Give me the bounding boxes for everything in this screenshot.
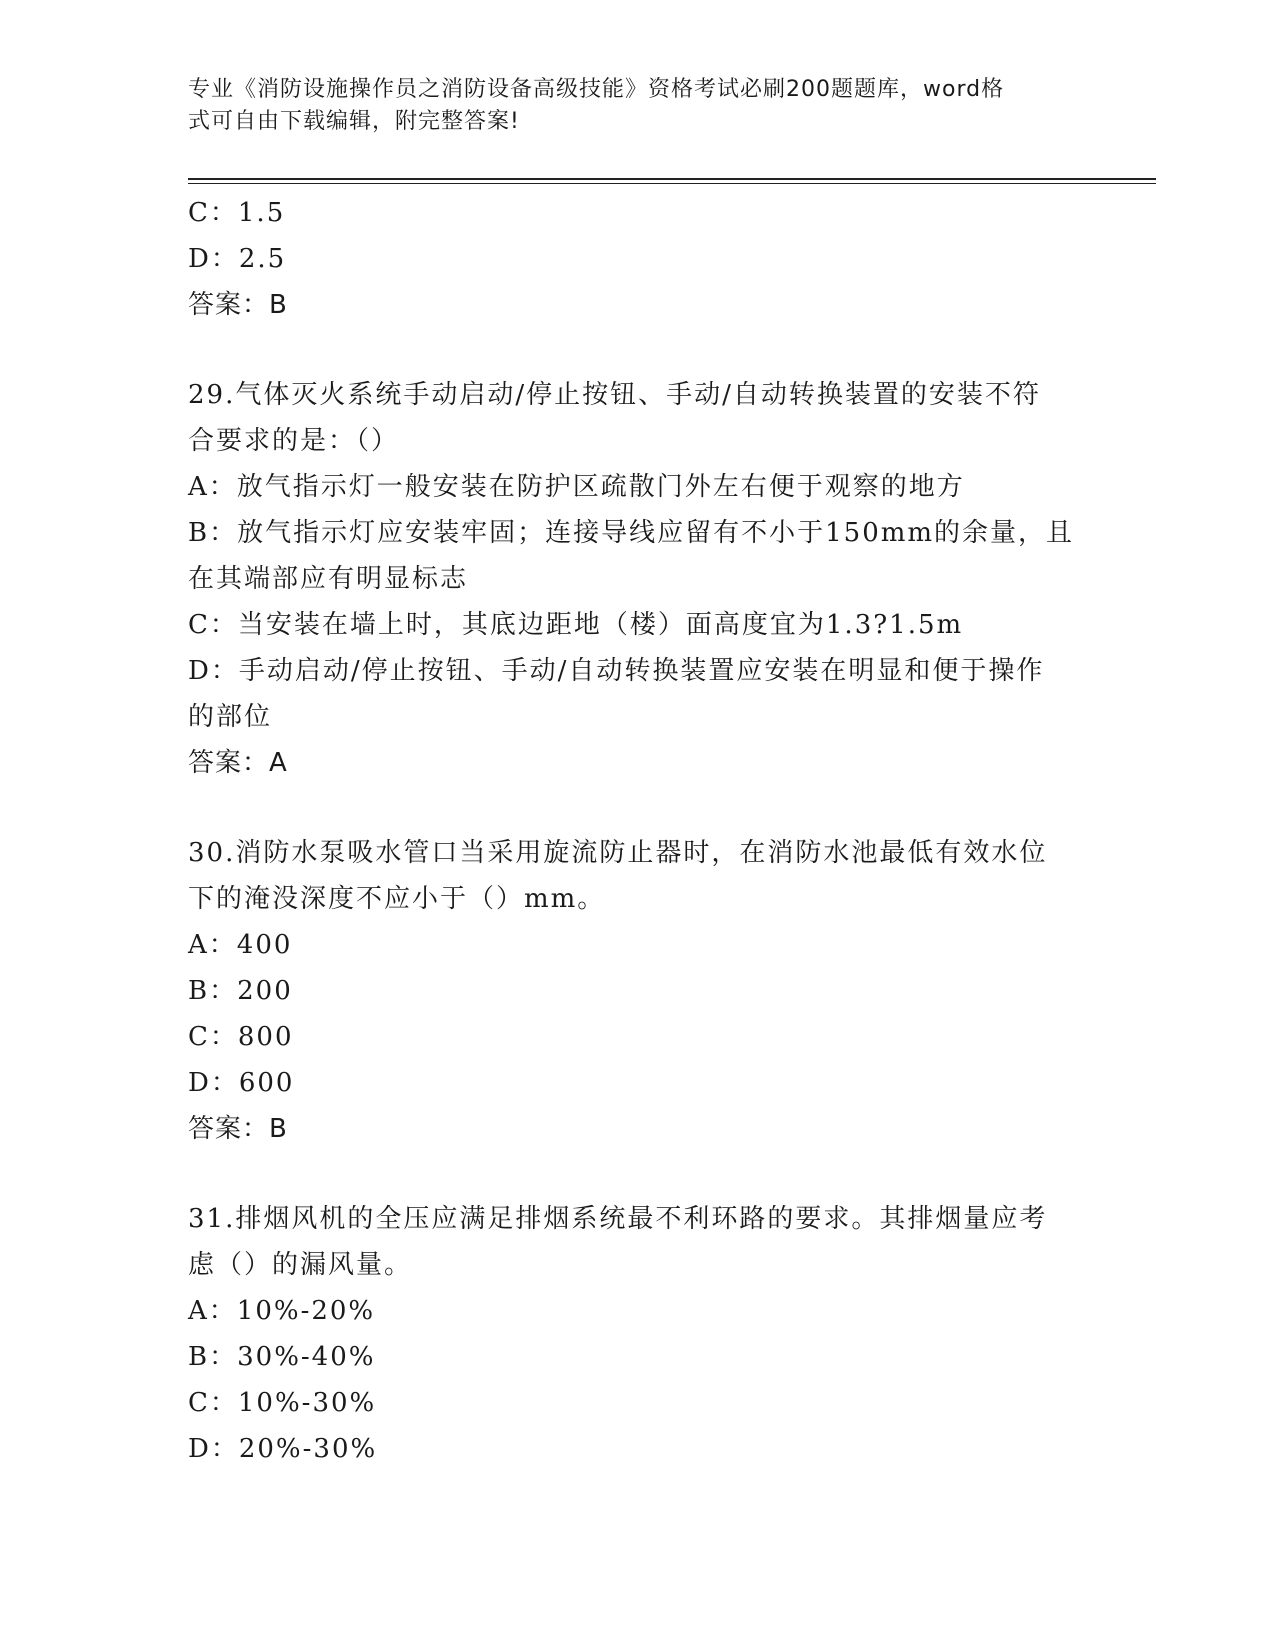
q29-answer: 答案：A [188,748,288,778]
q29-option-c: C：当安装在墙上时，其底边距地（楼）面高度宜为1.3?1.5m [188,610,964,640]
q30-option-d: D：600 [188,1068,295,1098]
question-30 [188,830,1088,1152]
q30-stem-line-1: 30.消防水泵吸水管口当采用旋流防止器时，在消防水池最低有效水位 [188,838,1048,868]
q31-option-b: B：30%-40% [188,1342,376,1372]
q31-option-a: A：10%-20% [188,1296,376,1326]
q28-option-c: C：1.5 [188,198,286,228]
q29-option-a: A：放气指示灯一般安装在防护区疏散门外左右便于观察的地方 [188,472,965,502]
q28-option-d: D：2.5 [188,244,287,274]
header-rule-thick [188,178,1156,180]
question-content [188,190,1088,1472]
document-header [188,74,1088,138]
header-rule-thin [188,183,1156,184]
question-29 [188,372,1088,786]
q30-option-b: B：200 [188,976,293,1006]
q31-stem-line-1: 31.排烟风机的全压应满足排烟系统最不利环路的要求。其排烟量应考 [188,1204,1048,1234]
q28-answer: 答案：B [188,290,288,320]
q29-stem-line-2: 合要求的是：（） [188,426,400,456]
header-line-1: 专业《消防设施操作员之消防设备高级技能》资格考试必刷200题题库，word格 [188,77,1005,102]
q30-stem-line-2: 下的淹没深度不应小于（）mm。 [188,884,606,914]
q29-option-b-line-1: B：放气指示灯应安装牢固；连接导线应留有不小于150mm的余量，且 [188,518,1075,548]
spacer [188,328,1088,372]
q30-option-c: C：800 [188,1022,294,1052]
q31-option-d: D：20%-30% [188,1434,378,1464]
q29-option-d-line-2: 的部位 [188,702,273,732]
q31-option-c: C：10%-30% [188,1388,377,1418]
q31-stem-line-2: 虑（）的漏风量。 [188,1250,413,1280]
header-line-2: 式可自由下载编辑，附完整答案! [188,109,520,134]
question-28-tail [188,190,1088,328]
spacer [188,1152,1088,1196]
q29-option-b-line-2: 在其端部应有明显标志 [188,564,469,594]
q29-stem-line-1: 29.气体灭火系统手动启动/停止按钮、手动/自动转换装置的安装不符 [188,380,1041,410]
q29-option-d-line-1: D：手动启动/停止按钮、手动/自动转换装置应安装在明显和便于操作 [188,656,1045,686]
question-31 [188,1196,1088,1472]
q30-option-a: A：400 [188,930,293,960]
q30-answer: 答案：B [188,1114,288,1144]
spacer [188,786,1088,830]
